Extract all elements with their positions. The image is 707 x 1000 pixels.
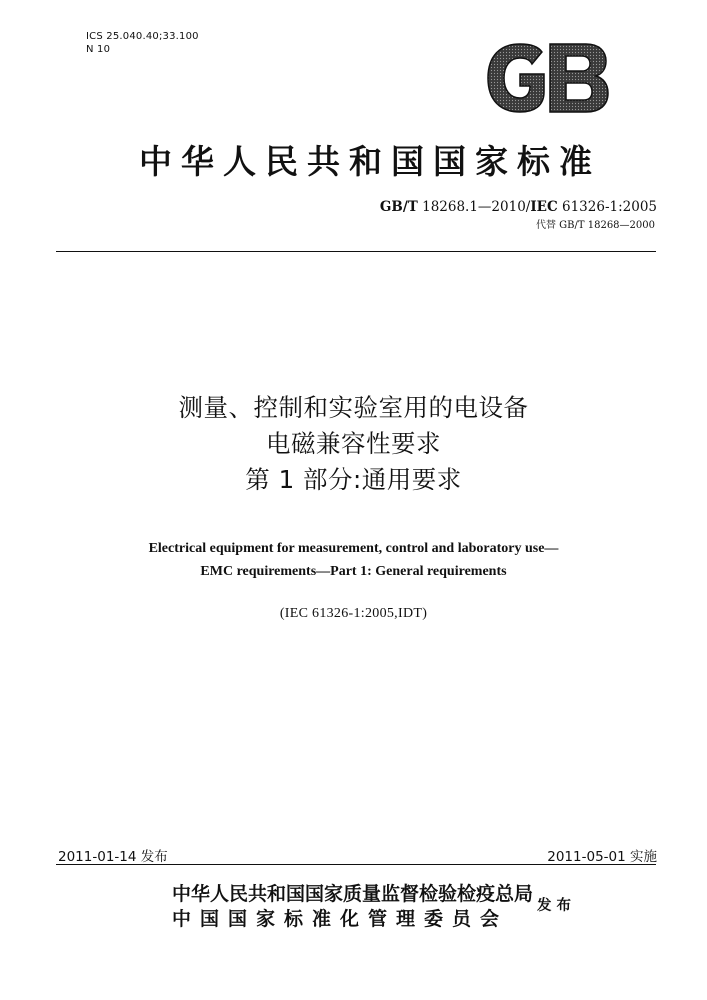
- issuer-sac: 中国国家标准化管理委员会: [172, 908, 509, 930]
- en-title-line-2: EMC requirements—Part 1: General requirements: [200, 564, 507, 579]
- classification-codes: [86, 30, 199, 56]
- chinese-document-title: [0, 390, 707, 498]
- cn-title-line-1: 测量、控制和实验室用的电设备: [178, 393, 529, 422]
- identity-note: (IEC 61326-1:2005,IDT): [279, 606, 428, 621]
- issuer-aqsiq: 中华人民共和国国家质量监督检验检疫总局: [172, 883, 534, 905]
- cn-title-line-2: 电磁兼容性要求: [266, 429, 441, 458]
- publish-label: 发布: [537, 897, 576, 914]
- standard-number: [380, 199, 657, 215]
- standard-iec-number: 61326-1:2005: [557, 199, 657, 215]
- ccs-code: N 10: [86, 44, 111, 55]
- replaces-note: 代替 GB/T 18268—2000: [536, 220, 655, 231]
- en-title-line-1: Electrical equipment for measurement, control and laboratory use—: [148, 541, 559, 556]
- standard-main-number: 18268.1—2010/: [417, 199, 531, 215]
- effective-date: 2011-05-01 实施: [547, 849, 657, 865]
- issue-date: 2011-01-14 发布: [58, 849, 168, 865]
- issuing-authorities: [172, 882, 533, 932]
- standard-iec-label: IEC: [530, 199, 558, 215]
- footer-divider: [56, 864, 656, 865]
- standard-prefix: GB/T: [379, 199, 418, 215]
- cn-title-line-3: 第 1 部分:通用要求: [245, 465, 462, 494]
- national-standard-title: 中华人民共和国国家标准: [139, 142, 601, 181]
- header-divider: [56, 251, 656, 252]
- english-document-title: [0, 537, 707, 583]
- ics-code: ICS 25.040.40;33.100: [86, 31, 199, 42]
- gb-logo: [484, 42, 610, 114]
